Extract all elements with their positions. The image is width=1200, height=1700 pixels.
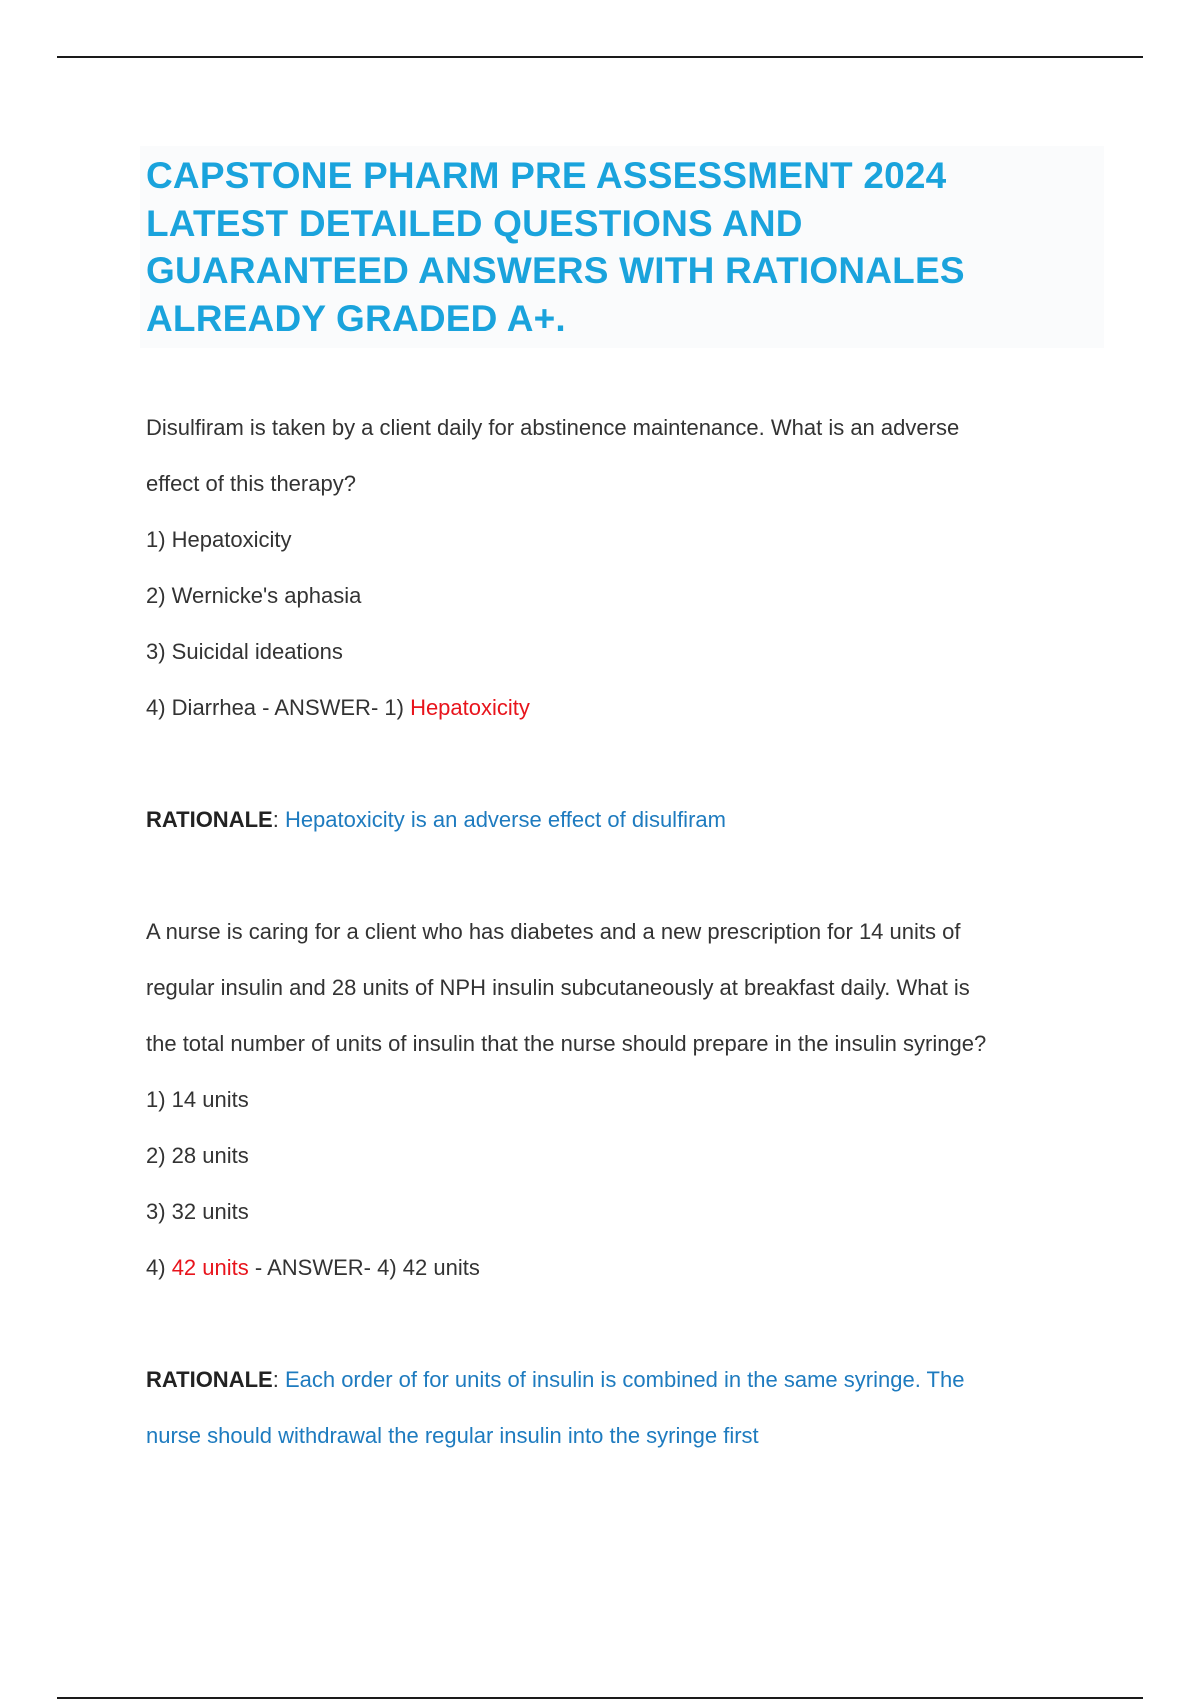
rationale [146, 792, 1096, 848]
header-rule [57, 56, 1143, 58]
question-2 [146, 904, 1096, 1464]
question-1 [146, 400, 1096, 848]
option-4-with-answer [146, 1240, 1096, 1296]
rationale [146, 1352, 1096, 1408]
title-block [140, 146, 1104, 348]
option-2: 2) 28 units [146, 1143, 249, 1168]
rationale-colon: : [272, 807, 285, 832]
option-1: 1) Hepatoxicity [146, 527, 292, 552]
document-title [146, 152, 1098, 342]
rationale-label: RATIONALE [146, 807, 273, 832]
option-3: 3) 32 units [146, 1199, 249, 1224]
question-stem-line: regular insulin and 28 units of NPH insulin subcutaneously at breakfast daily. What is [146, 975, 970, 1000]
spacer [146, 1296, 1096, 1352]
option-1: 1) 14 units [146, 1087, 249, 1112]
question-stem-line: A nurse is caring for a client who has diabetes and a new prescription for 14 units of [146, 919, 961, 944]
option-3: 3) Suicidal ideations [146, 639, 343, 664]
option-2: 2) Wernicke's aphasia [146, 583, 362, 608]
question-stem-line: Disulfiram is taken by a client daily for abstinence maintenance. What is an adverse [146, 415, 960, 440]
answer-highlight: Hepatoxicity [410, 695, 530, 720]
spacer [146, 848, 1096, 904]
option-4-with-answer [146, 680, 1096, 736]
option-4-prefix: 4) [146, 1255, 172, 1280]
question-stem-line: the total number of units of insulin that the nurse should prepare in the insulin syringe? [146, 1031, 987, 1056]
rationale-text-line: nurse should withdrawal the regular insulin into the syringe first [146, 1423, 759, 1448]
title-line: CAPSTONE PHARM PRE ASSESSMENT 2024 [146, 155, 947, 196]
footer-rule [57, 1697, 1143, 1699]
title-line: ALREADY GRADED A+. [146, 297, 566, 339]
question-stem-line: effect of this therapy? [146, 471, 356, 496]
rationale-text: Each order of for units of insulin is combined in the same syringe. The [284, 1367, 965, 1392]
rationale-text: Hepatoxicity is an adverse effect of disulfiram [284, 807, 726, 832]
rationale-colon: : [272, 1367, 285, 1392]
title-line: GUARANTEED ANSWERS WITH RATIONALES [146, 250, 965, 291]
option-4-text: 4) Diarrhea - ANSWER- 1) [146, 695, 411, 720]
document-body [146, 400, 1096, 1464]
spacer [146, 736, 1096, 792]
option-4-suffix: - ANSWER- 4) 42 units [248, 1255, 480, 1280]
title-line: LATEST DETAILED QUESTIONS AND [146, 202, 803, 244]
answer-highlight: 42 units [171, 1255, 249, 1280]
rationale-label: RATIONALE [146, 1367, 273, 1392]
